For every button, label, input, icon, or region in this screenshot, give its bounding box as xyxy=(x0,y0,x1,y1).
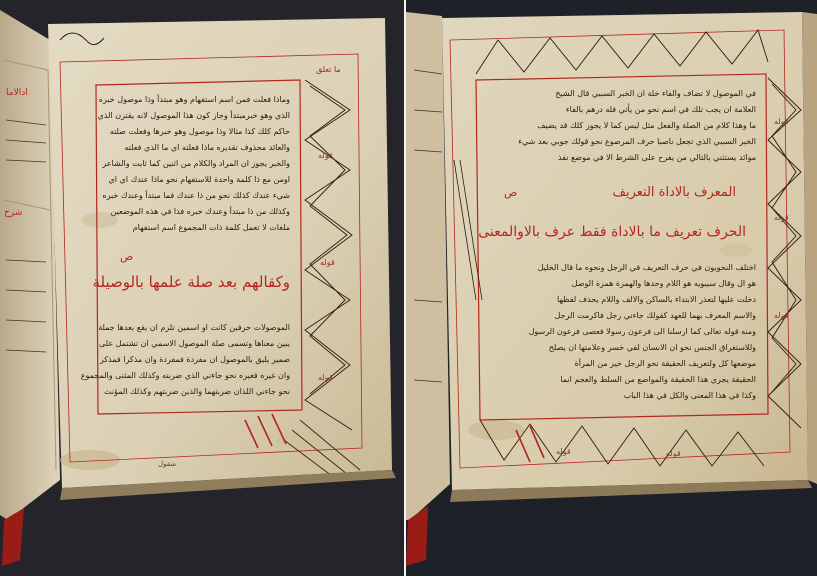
right-page xyxy=(442,12,808,490)
svg-text:قوله: قوله xyxy=(318,151,333,160)
svg-text:قوله: قوله xyxy=(774,117,789,126)
svg-text:ضمير يليق بالموصول ان مفردة فم: ضمير يليق بالموصول ان مفردة فمفردة وان مذكرا فمذكر xyxy=(99,355,290,364)
svg-text:قوله: قوله xyxy=(774,311,789,320)
svg-text:قوله: قوله xyxy=(320,258,335,267)
svg-text:قوله: قوله xyxy=(318,373,333,382)
svg-text:العلامة ان يجب تلك في اسم نحو: العلامة ان يجب تلك في اسم نحو من يأتي فله درهم بالفاء xyxy=(565,105,756,114)
svg-text:ما وهذا كلام من الصلة والفعل م: ما وهذا كلام من الصلة والفعل مثل ليس كما لا يجوز كلك قد يضيف xyxy=(537,121,756,130)
svg-text:والخبر يجوز ان المراد والكلام: والخبر يجوز ان المراد والكلام من اثنين كما ثابت والشاعر xyxy=(102,159,290,168)
svg-text:وان غيره فغيره نحو جاءني الذي: وان غيره فغيره نحو جاءني الذي ضربته وكذلك المثنى والمجموع xyxy=(80,371,290,380)
left-photo-panel xyxy=(0,0,404,576)
svg-text:وماذا فعلت فمن اسم استفهام وهو: وماذا فعلت فمن اسم استفهام وهو مبتدأ وذا موصول خبره xyxy=(98,95,290,104)
right-photo-panel xyxy=(406,0,817,576)
svg-text:ملغات لا تعمل كلمة ذات المجموع: ملغات لا تعمل كلمة ذات المجموع اسم استفهام xyxy=(132,223,290,232)
svg-text:قوله: قوله xyxy=(556,447,571,456)
svg-text:والعائد محذوف تقديره ماذا فعلت: والعائد محذوف تقديره ماذا فعلته اي ما الذي فعلته xyxy=(124,143,290,152)
svg-text:قوله: قوله xyxy=(666,449,681,458)
svg-text:وكذلك من ذا مبتدأ وعندك خبره ف: وكذلك من ذا مبتدأ وعندك خبره فذا في هذه الموضعين xyxy=(110,207,290,216)
svg-text:الحقيقة يجري هذا الحقيقة والمو: الحقيقة يجري هذا الحقيقة والمواضع من السلط والعجم انما xyxy=(560,375,756,384)
svg-text:موضعها كل ولتعريف الحقيقة نحو: موضعها كل ولتعريف الحقيقة نحو الرجل خير من المرأة xyxy=(574,359,756,368)
svg-text:اومن مع ذا كلمة واحدة للاستفها: اومن مع ذا كلمة واحدة للاستفهام نحو ماذا عندك اي اي xyxy=(108,175,290,184)
svg-text:الخبر السببي الذي تجعل ناصبا ح: الخبر السببي الذي تجعل ناصبا حرف المرصوع نحو قولك جوبي بعد شيء xyxy=(518,137,756,146)
left-page xyxy=(48,18,392,488)
svg-text:شرح: شرح xyxy=(4,208,23,218)
svg-text:في الموصول لا تضاف والفاء خلة: في الموصول لا تضاف والفاء خلة ان الخبر السببي قال الشيخ xyxy=(555,89,756,98)
svg-text:اختلف النحويون في حرف التعريف: اختلف النحويون في حرف التعريف في الرجل ونحوه ما قال الخليل xyxy=(537,263,756,272)
svg-text:قوله: قوله xyxy=(774,213,789,222)
left-rubric-heading: وكقالهم بعد صلة علمها بالوصيلة xyxy=(92,273,290,291)
svg-text:الموصولات حرفين كانت او اسمين: الموصولات حرفين كانت او اسمين تلزم ان يقع بعدها جملة xyxy=(98,323,290,332)
svg-text:هو ال وقال سيبويه هو اللام وحد: هو ال وقال سيبويه هو اللام وحدها والهمزة همزة الوصل xyxy=(571,279,756,288)
svg-text:يبين معناها وتسمى صلة الموصول: يبين معناها وتسمى صلة الموصول الاسمي ان تشتمل على xyxy=(99,339,290,348)
svg-text:والاسم المعرف بهما للعهد كقولك: والاسم المعرف بهما للعهد كقولك جاءني رجل فاكرمت الرجل xyxy=(554,311,756,320)
svg-text:شيء عندك كذلك نحو من ذا عندك ف: شيء عندك كذلك نحو من ذا عندك فما مبتدأ وعندك خبره xyxy=(102,191,290,200)
right-rubric-heading: المعرف بالاداة التعريف xyxy=(612,185,736,200)
svg-text:دخلت عليها لتعذر الابتداء بالس: دخلت عليها لتعذر الابتداء بالساكن والالف واللام يحذف لفظها xyxy=(557,295,756,304)
svg-text:ص: ص xyxy=(120,250,134,263)
svg-text:نحو جاءني اللذان ضربتهما والذي: نحو جاءني اللذان ضربتهما والذين ضربتهم وكذلك المؤنث xyxy=(103,387,290,396)
svg-text:موائد يستثني بالتالي من يفرح ع: موائد يستثني بالتالي من يفرح على الشرط الا في موضع نفذ xyxy=(558,153,756,162)
svg-text:ومنه قوله تعالى كما ارسلنا الى: ومنه قوله تعالى كما ارسلنا الى فرعون رسولا فعصى فرعون الرسول xyxy=(528,327,756,336)
left-body-text-top xyxy=(98,94,291,232)
svg-text:وكذا في هذا المعنى والكل في هذ: وكذا في هذا المعنى والكل في هذا الباب xyxy=(623,391,756,400)
left-manuscript-image xyxy=(0,0,404,576)
left-folio-mark: منقول xyxy=(158,460,177,468)
svg-text:ص: ص xyxy=(504,186,518,199)
right-rubric-heading-2: الحرف تعريف ما بالاداة فقط عرف بالاوالمعنى xyxy=(478,224,746,240)
svg-text:وللاستغراق الجنس نحو ان الانسا: وللاستغراق الجنس نحو ان الانسان لفي خسر وعلامتها ان يصلح xyxy=(548,343,756,352)
svg-text:ما تعلق: ما تعلق xyxy=(316,65,341,74)
svg-text:الذي وهو خبرمبتدأ وجاز كون هذا: الذي وهو خبرمبتدأ وجاز كون هذا الموصول لانه يقترن الذي xyxy=(97,111,290,120)
svg-text:ادالاما: ادالاما xyxy=(6,88,28,98)
svg-text:حاكم كلك كذا مثالا وذا موصول و: حاكم كلك كذا مثالا وذا موصول وهو خبرها وفعلت صلته xyxy=(109,127,290,136)
right-manuscript-image xyxy=(406,0,817,576)
